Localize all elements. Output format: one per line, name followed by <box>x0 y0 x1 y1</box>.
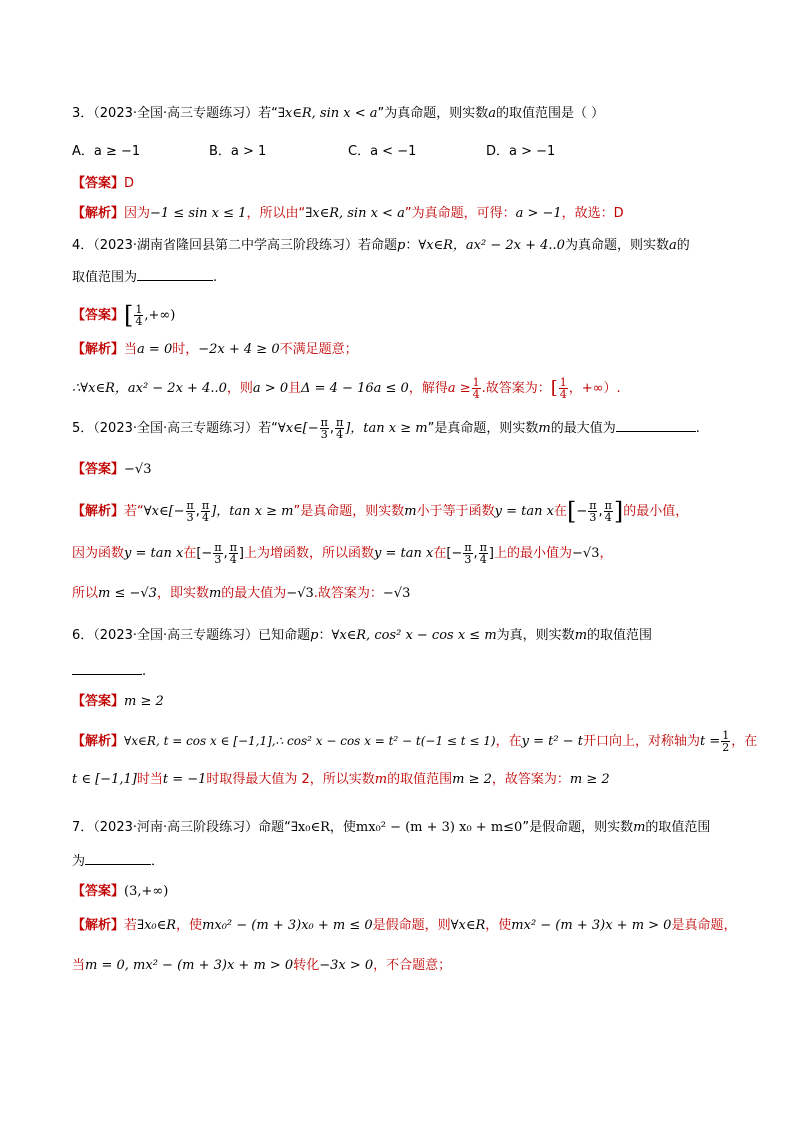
q7-stem-text-3: 的取值范围 <box>645 820 711 835</box>
q6-answer <box>72 692 722 712</box>
q5-stem: 5．（2023·全国·高三专题练习）若“∀x∈[− $\frac{\pi}{3}$ , $\frac{\pi}{4}$ ]，tan x ≥ m”是真命题，则实数m的最大值为 . <box>72 416 700 441</box>
q5-stem-var: m <box>538 421 551 436</box>
q6-l2-math-4: m ≥ 2 <box>569 772 610 787</box>
analysis-tag: 【解析】 <box>72 918 125 933</box>
q4-l2-text-2: 且 <box>288 381 302 396</box>
q5-l2-text-3: 上为增函数，所以函数 <box>244 546 375 561</box>
q7-l2-math-2: −3x > 0 <box>319 958 374 973</box>
q5-analysis-line3 <box>72 584 722 604</box>
analysis-tag: 【解析】 <box>72 504 125 519</box>
q4-analysis <box>72 340 722 360</box>
q6-stem-cont <box>72 660 722 680</box>
q4-analysis-math-2: −2x + 4 ≥ 0 <box>198 342 280 357</box>
q4-l2-text-5: ，+∞）. <box>568 381 621 396</box>
q5-l3-text-2: ，即实数 <box>156 586 209 601</box>
q4-l2-text-3: ，解得 <box>408 381 448 396</box>
q4-l2-math: ∴∀x∈R，ax² − 2x + 4..0 <box>72 381 227 396</box>
q6-stem-var-2: m <box>574 628 588 643</box>
q6-stem-text: 6．（2023·全国·高三专题练习）已知命题 <box>72 628 311 643</box>
q6-l1-text-2: 开口向上，对称轴为 <box>582 734 700 749</box>
q7-l1-text-4: ，使 <box>485 918 512 933</box>
q7-l1-math-2: mx₀² − (m + 3)x₀ + m ≤ 0 <box>202 918 373 933</box>
analysis-tag: 【解析】 <box>72 206 125 221</box>
q6-answer-value: m ≥ 2 <box>124 694 164 709</box>
q7-analysis-line2 <box>72 956 722 976</box>
q5-l1-text-5: 的最小值， <box>623 504 689 519</box>
q6-stem-var: p <box>310 628 319 643</box>
q4-stem <box>72 236 722 256</box>
q4-stem-math: ∀x∈R，ax² − 2x + 4..0 <box>418 238 565 253</box>
q3-stem-math: ∃x∈R, sin x < a <box>277 106 378 121</box>
q3-analysis-math: −1 ≤ sin x ≤ 1 <box>150 206 247 221</box>
fraction: $\frac{\pi}{4}$ <box>336 416 344 441</box>
q6-l2-math-3: m ≥ 2 <box>452 772 492 787</box>
q5-l2-math-3: −√3 <box>572 546 600 561</box>
q7-l1-text-3: 是假命题，则 <box>372 918 451 933</box>
q4-stem-text: 4．（2023·湖南省隆回县第二中学高三阶段练习）若命题 <box>72 238 397 253</box>
q6-l1-math-2: y = t² − t <box>521 734 583 749</box>
q5-l1-math-3: y = tan x <box>494 504 554 519</box>
q5-stem-math-2: ]，tan x ≥ m <box>345 421 428 436</box>
q3-analysis-text-3: ”为真命题，可得： <box>404 206 516 221</box>
q5-l1-text-2: ”是真命题，则实数 <box>293 504 405 519</box>
q3-option-c: C．a < −1 <box>348 144 417 159</box>
q7-stem-text-5: ． <box>151 854 165 869</box>
q4-l2-math-2: a > 0 <box>252 381 289 396</box>
q7-stem-cont <box>72 850 722 870</box>
q5-l2-text-2: 在 <box>183 546 197 561</box>
q7-stem-math: ∃x₀∈R，使mx₀² − (m + 3) x₀ + m≤0 <box>290 820 523 835</box>
q3-analysis <box>72 204 722 224</box>
q5-l2-text-4: 在 <box>433 546 447 561</box>
answer-tag: 【答案】 <box>72 308 125 323</box>
q5-l2-math-2: y = tan x <box>374 546 434 561</box>
q4-analysis-line2: ∴∀x∈R，ax² − 2x + 4..0，则a > 0且Δ = 4 − 16a ≤ 0，解得a ≥ $\frac{1}{4}$ .故答案为：[ $\frac{1}{4}$ ，+∞）. <box>72 376 621 401</box>
q7-l1-text: 若 <box>124 918 138 933</box>
q6-l2-text: 时当 <box>136 772 163 787</box>
q6-stem-text-3: 为真，则实数 <box>496 628 575 643</box>
q5-l1-text-3: 小于等于函数 <box>416 504 495 519</box>
analysis-tag: 【解析】 <box>72 734 125 749</box>
q6-stem-text-2: ： <box>318 628 332 643</box>
q3-stem-var: a <box>488 106 497 121</box>
q7-l1-text-2: ，使 <box>176 918 203 933</box>
q4-answer-rest: ,+∞) <box>144 308 176 323</box>
q4-analysis-text: 当 <box>124 342 138 357</box>
q5-l3-text-4: .故答案为： <box>313 586 383 601</box>
q3-options <box>72 142 722 162</box>
q5-answer-value: −√3 <box>124 462 152 477</box>
q5-l2-text: 因为函数 <box>72 546 125 561</box>
q5-stem-text-2: ”是真命题，则实数 <box>427 421 539 436</box>
q5-stem-text: 5．（2023·全国·高三专题练习）若“ <box>72 421 278 436</box>
q7-l2-text: 当 <box>72 958 86 973</box>
q6-l2-var: m <box>374 772 388 787</box>
q4-stem-text-6: . <box>213 270 218 285</box>
q7-answer <box>72 882 722 902</box>
q5-l3-math-3: −√3 <box>382 586 411 601</box>
q4-l2-text: ，则 <box>226 381 253 396</box>
q7-analysis <box>72 916 737 936</box>
q6-l2-text-2: 时取得最大值为 2，所以实数 <box>206 772 375 787</box>
q5-l1-var: m <box>404 504 417 519</box>
q6-l1-text-3: ，在 <box>731 734 758 749</box>
fraction: $\frac{\pi}{3}$ <box>186 499 194 524</box>
q5-analysis: 【解析】若“∀x∈[− $\frac{\pi}{3}$ , $\frac{\pi}{4}$ ]，tan x ≥ m”是真命题，则实数m小于等于函数y = tan x在[− $\frac{\pi}{3}$ , $\frac{\pi}{4}$ ]的最小值， <box>72 497 689 526</box>
q6-l1-math: ∀x∈R, t = cos x ∈ [−1,1],∴ cos² x − cos x = t² − t(−1 ≤ t ≤ 1) <box>124 734 496 748</box>
q5-l1-text: 若“ <box>124 504 144 519</box>
q3-analysis-math-3: a > −1 <box>515 206 562 221</box>
q6-stem <box>72 626 722 646</box>
q4-stem-var: p <box>397 238 406 253</box>
q5-answer <box>72 460 722 480</box>
q5-l3-math-2: −√3 <box>286 586 314 601</box>
q5-l3-text-3: 的最大值为 <box>221 586 287 601</box>
fraction: $\frac{\pi}{4}$ <box>479 541 487 566</box>
fraction: $\frac{\pi}{4}$ <box>229 541 237 566</box>
q3-analysis-math-2: ∃x∈R, sin x < a <box>305 206 405 221</box>
fraction: $\frac{1}{4}$ <box>472 376 480 401</box>
q6-l2-text-4: ，故答案为： <box>491 772 570 787</box>
fraction: $\frac{\pi}{4}$ <box>604 499 612 524</box>
q3-analysis-text-2: ，所以由“ <box>246 206 306 221</box>
q4-analysis-math: a = 0 <box>137 342 173 357</box>
q4-stem-text-2: ： <box>405 238 419 253</box>
q4-l2-text-4: .故答案为： <box>481 381 551 396</box>
q5-stem-text-4: . <box>695 421 700 436</box>
q6-l2-text-3: 的取值范围 <box>387 772 453 787</box>
q7-l1-math: ∃x₀∈R <box>137 918 177 933</box>
q7-l2-math: m = 0, mx² − (m + 3)x + m > 0 <box>85 958 294 973</box>
q7-answer-value: (3,+∞) <box>124 884 169 899</box>
q3-answer-value: D <box>124 176 135 191</box>
q6-l1-text: ，在 <box>495 734 522 749</box>
fraction: $\frac{1}{4}$ <box>559 376 567 401</box>
q5-l2-math: y = tan x <box>124 546 184 561</box>
q5-l2-text-5: 上的最小值为 <box>494 546 573 561</box>
q6-stem-math: ∀x∈R, cos² x − cos x ≤ m <box>331 628 497 643</box>
fraction: $\frac{1}{4}$ <box>135 303 143 328</box>
q5-l2-text-6: ， <box>599 546 613 561</box>
q3-option-d: D．a > −1 <box>486 144 556 159</box>
q5-l1-text-4: 在 <box>553 504 567 519</box>
q7-stem-text: 7．（2023·河南·高三阶段练习）命题“ <box>72 820 291 835</box>
answer-tag: 【答案】 <box>72 462 125 477</box>
answer-blank <box>137 266 213 281</box>
answer-tag: 【答案】 <box>72 694 125 709</box>
q6-analysis-line2 <box>72 770 722 790</box>
q5-stem-text-3: 的最大值为 <box>550 421 616 436</box>
q5-l1-math: ∀x∈[− <box>143 504 185 519</box>
fraction: $\frac{\pi}{3}$ <box>320 416 328 441</box>
q3-option-a: A．a ≥ −1 <box>72 144 141 159</box>
q7-stem <box>72 818 722 838</box>
q6-l2-math: t ∈ [−1,1] <box>72 772 137 787</box>
answer-blank <box>616 417 696 432</box>
q3-stem-text: 3．（2023·全国·高三专题练习）若“ <box>72 106 278 121</box>
q6-l1-math-3: t = <box>699 734 721 749</box>
q7-stem-text-4: 为 <box>72 854 86 869</box>
q7-stem-var: m <box>633 820 646 835</box>
answer-tag: 【答案】 <box>72 884 125 899</box>
q7-stem-text-2: ”是假命题，则实数 <box>522 820 634 835</box>
q3-answer <box>72 174 722 194</box>
q4-l2-math-3: Δ = 4 − 16a ≤ 0 <box>301 381 409 396</box>
q4-stem-text-5: 取值范围为 <box>72 270 138 285</box>
q7-l1-math-4: mx² − (m + 3)x + m > 0 <box>511 918 672 933</box>
answer-tag: 【答案】 <box>72 176 125 191</box>
q7-l1-math-3: ∀x∈R <box>450 918 486 933</box>
q6-stem-text-4: 的取值范围 <box>587 628 653 643</box>
q4-answer <box>72 301 722 330</box>
fraction: $\frac{\pi}{3}$ <box>214 541 222 566</box>
left-bracket: [ <box>124 301 134 330</box>
q3-stem-text-3: 的取值范围是（ ） <box>496 106 605 121</box>
q5-l1-math-2: ]，tan x ≥ m <box>211 504 294 519</box>
q3-option-b: B．a > 1 <box>209 144 267 159</box>
q7-l2-text-2: 转化 <box>293 958 320 973</box>
q6-l2-math-2: t = −1 <box>162 772 207 787</box>
q6-stem-text-5: . <box>142 664 147 679</box>
analysis-tag: 【解析】 <box>72 342 125 357</box>
q3-analysis-text: 因为 <box>124 206 151 221</box>
fraction: $\frac{\pi}{3}$ <box>464 541 472 566</box>
fraction: $\frac{1}{2}$ <box>722 729 730 754</box>
q6-analysis <box>72 728 758 754</box>
q4-stem-cont <box>72 266 722 286</box>
fraction: $\frac{\pi}{3}$ <box>589 499 597 524</box>
q3-stem-text-2: ”为真命题，则实数 <box>377 106 489 121</box>
q4-stem-var-2: a <box>668 238 677 253</box>
q5-l3-var: m <box>208 586 222 601</box>
q5-l3-text: 所以 <box>72 586 99 601</box>
q3-stem <box>72 104 722 124</box>
q4-analysis-text-3: 不满足题意； <box>279 342 358 357</box>
q4-stem-text-3: 为真命题，则实数 <box>564 238 669 253</box>
fraction: $\frac{\pi}{4}$ <box>201 499 210 524</box>
q4-stem-text-4: 的 <box>676 238 690 253</box>
q7-l1-text-5: 是真命题， <box>671 918 737 933</box>
q4-analysis-text-2: 时， <box>172 342 199 357</box>
q3-analysis-text-4: ，故选：D <box>561 206 624 221</box>
q4-l2-math-4: a ≥ <box>447 381 471 396</box>
q7-l2-text-3: ，不合题意； <box>373 958 452 973</box>
answer-blank <box>72 660 142 675</box>
q5-analysis-line2: 因为函数y = tan x在[− $\frac{\pi}{3}$ , $\frac{\pi}{4}$ ]上为增函数，所以函数y = tan x在[− $\frac{\pi}{3}$ , $\frac{\pi}{4}$ ]上的最小值为−√3， <box>72 541 613 566</box>
answer-blank <box>85 850 151 865</box>
q5-stem-math: ∀x∈[− <box>277 421 319 436</box>
q5-l3-math: m ≤ −√3 <box>98 586 157 601</box>
